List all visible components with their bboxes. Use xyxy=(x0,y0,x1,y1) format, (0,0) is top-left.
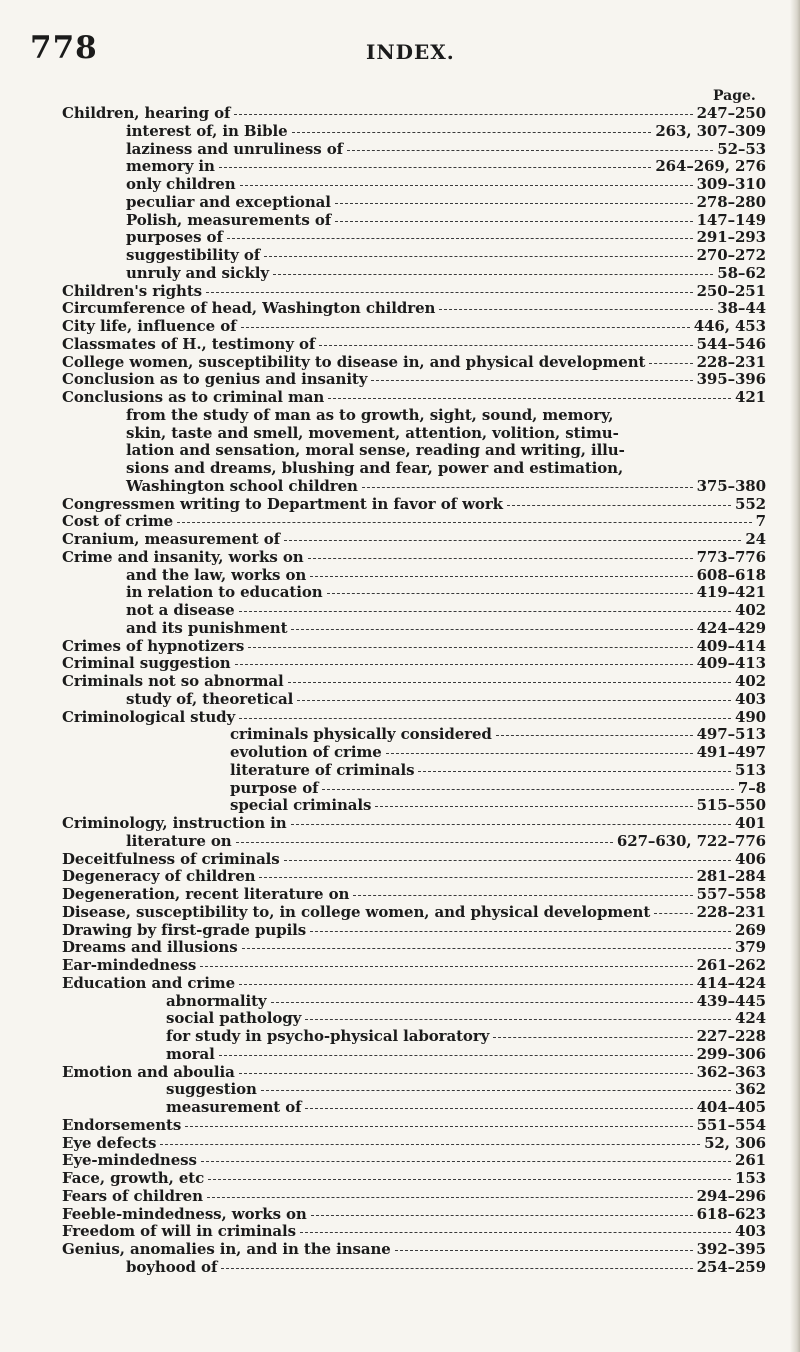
entry-pages: 513 xyxy=(734,760,766,779)
entry-text: study of, theoretical xyxy=(126,689,294,708)
entry-pages: 309–310 xyxy=(696,175,766,193)
entry-text: Congressmen writing to Department in favor of work xyxy=(62,494,503,513)
entry-pages: 491–497 xyxy=(696,743,766,761)
index-subentry xyxy=(62,1099,766,1117)
dot-leader xyxy=(439,309,713,310)
entry-pages: 24 xyxy=(745,530,766,548)
dot-leader xyxy=(335,221,692,222)
dot-leader xyxy=(395,1250,693,1251)
index-subentry xyxy=(62,567,766,585)
entry-text: Genius, anomalies in, and in the insane xyxy=(62,1240,391,1258)
dot-leader xyxy=(208,1179,731,1180)
entry-text: Polish, measurements of xyxy=(126,210,332,229)
entry-text: Crimes of hypnotizers xyxy=(62,636,245,655)
index-entry xyxy=(62,513,766,531)
dot-leader xyxy=(201,1161,731,1162)
dot-leader xyxy=(649,363,692,364)
index-subentry xyxy=(62,1010,766,1028)
entry-pages: 404–405 xyxy=(696,1098,766,1116)
dot-leader xyxy=(248,647,692,648)
entry-text: Drawing by first-grade pupils xyxy=(62,920,307,939)
entry-pages: 608–618 xyxy=(696,565,766,584)
index-subentry xyxy=(62,141,766,159)
dot-leader xyxy=(328,398,731,399)
dot-leader xyxy=(291,824,731,825)
index-entry xyxy=(62,1206,766,1224)
dot-leader xyxy=(240,185,693,186)
entry-text: and its punishment xyxy=(126,618,288,637)
dot-leader xyxy=(259,877,692,878)
entry-text: purposes of xyxy=(126,228,223,247)
entry-text: measurement of xyxy=(166,1098,302,1116)
dot-leader xyxy=(496,735,693,736)
index-subentry xyxy=(62,691,766,709)
entry-pages: 228–231 xyxy=(696,352,766,371)
index-entry xyxy=(62,851,766,869)
index-entry xyxy=(62,815,766,833)
dot-leader xyxy=(219,1055,693,1056)
entry-text: evolution of crime xyxy=(230,743,382,761)
page-number: 778 xyxy=(30,30,98,66)
entry-text: and the law, works on xyxy=(126,565,307,584)
dot-leader xyxy=(160,1144,700,1145)
entry-text: in relation to education xyxy=(126,583,323,602)
entry-pages: 401 xyxy=(734,814,766,832)
entry-text: City life, influence of xyxy=(62,317,237,335)
entry-pages: 424–429 xyxy=(696,618,766,637)
page-edge-shadow xyxy=(790,0,800,1352)
dot-leader xyxy=(308,558,693,559)
entry-text: interest of, in Bible xyxy=(126,121,288,140)
entry-text: Crime and insanity, works on xyxy=(62,547,304,566)
entry-pages: 264–269, 276 xyxy=(655,157,766,176)
dot-leader xyxy=(227,238,693,239)
dot-leader xyxy=(305,1019,731,1020)
entry-pages: 250–251 xyxy=(696,281,766,300)
index-entry xyxy=(62,1064,766,1082)
entry-text: Disease, susceptibility to, in college women, and physical development xyxy=(62,902,651,921)
index-entry-continuation: from the study of man as to growth, sight, sound, memory, xyxy=(126,405,614,424)
index-subentry xyxy=(62,1259,766,1277)
index-entry xyxy=(62,709,766,727)
entry-text: College women, susceptibility to disease in, and physical development xyxy=(62,352,646,371)
entry-pages: 557–558 xyxy=(696,885,766,903)
entry-text: memory in xyxy=(126,157,215,176)
index-entry-continuation: lation and sensation, moral sense, reading and writing, illu- xyxy=(126,441,625,460)
entry-pages: 269 xyxy=(734,920,766,939)
dot-leader xyxy=(273,274,713,275)
entry-pages: 627–630, 722–776 xyxy=(616,831,766,850)
entry-pages: 414–424 xyxy=(696,973,766,992)
entry-pages: 402 xyxy=(734,601,766,619)
index-entry xyxy=(62,371,766,389)
entry-pages: 294–296 xyxy=(696,1186,766,1205)
index-subentry xyxy=(62,620,766,638)
dot-leader xyxy=(386,753,693,754)
index-subentry xyxy=(62,797,766,815)
entry-pages: 497–513 xyxy=(696,725,766,744)
index-subentry xyxy=(62,1046,766,1064)
index-entry xyxy=(62,886,766,904)
entry-pages: 270–272 xyxy=(696,246,766,264)
page-column-label: Page. xyxy=(713,88,756,104)
dot-leader xyxy=(239,718,731,719)
dot-leader xyxy=(235,664,693,665)
entry-pages: 247–250 xyxy=(696,104,766,122)
entry-pages: 228–231 xyxy=(696,902,766,921)
index-subentry xyxy=(62,726,766,744)
dot-leader xyxy=(261,1090,731,1091)
entry-text: Endorsements xyxy=(62,1115,182,1134)
index-entry xyxy=(62,283,766,301)
index-entry xyxy=(62,939,766,957)
dot-leader xyxy=(375,806,692,807)
dot-leader xyxy=(221,1268,692,1269)
entry-text: Circumference of head, Washington children xyxy=(62,299,436,318)
index-subentry xyxy=(62,1028,766,1046)
entry-pages: 402 xyxy=(734,672,766,690)
dot-leader xyxy=(206,292,693,293)
entry-text: not a disease xyxy=(126,601,235,619)
entry-pages: 395–396 xyxy=(696,370,766,389)
dot-leader xyxy=(207,1197,693,1198)
dot-leader xyxy=(310,931,731,932)
index-subentry xyxy=(62,194,766,212)
dot-leader xyxy=(311,1215,693,1216)
entry-pages: 52–53 xyxy=(717,139,766,158)
entry-text: abnormality xyxy=(166,991,267,1010)
entry-pages: 490 xyxy=(734,707,766,726)
entry-text: moral xyxy=(166,1044,215,1063)
entry-pages: 58–62 xyxy=(717,263,766,282)
index-subentry xyxy=(62,993,766,1011)
dot-leader xyxy=(242,948,731,949)
entry-text: Washington school children xyxy=(126,476,358,495)
entry-pages: 362 xyxy=(734,1080,766,1099)
entry-text: Criminological study xyxy=(62,707,236,726)
dot-leader xyxy=(327,593,693,594)
entry-text: Degeneracy of children xyxy=(62,867,256,886)
dot-leader xyxy=(362,487,693,488)
index-subentry xyxy=(62,478,766,496)
dot-leader xyxy=(288,682,731,683)
entry-pages: 551–554 xyxy=(696,1115,766,1134)
index-subentry xyxy=(62,833,766,851)
entry-pages: 419–421 xyxy=(696,583,766,602)
index-entry xyxy=(62,922,766,940)
dot-leader xyxy=(347,150,713,151)
entry-text: Ear-mindedness xyxy=(62,956,197,974)
index-entry xyxy=(62,638,766,656)
entry-text: only children xyxy=(126,175,236,193)
entry-text: Cranium, measurement of xyxy=(62,530,280,548)
index-entry xyxy=(62,904,766,922)
dot-leader xyxy=(353,895,692,896)
entry-text: criminals physically considered xyxy=(230,725,492,744)
entry-text: Criminology, instruction in xyxy=(62,814,287,832)
index-entry xyxy=(62,389,766,407)
index-entry xyxy=(62,496,766,514)
entry-pages: 421 xyxy=(734,388,766,406)
dot-leader xyxy=(284,860,731,861)
entry-text: Classmates of H., testimony of xyxy=(62,334,316,353)
entry-pages: 261 xyxy=(734,1151,766,1170)
dot-leader xyxy=(418,771,731,772)
index-entry xyxy=(62,1223,766,1241)
entry-text: Freedom of will in criminals xyxy=(62,1222,296,1241)
entry-pages: 773–776 xyxy=(696,547,766,566)
entry-text: Criminal suggestion xyxy=(62,654,231,673)
entry-text: Education and crime xyxy=(62,973,236,992)
dot-leader xyxy=(271,1002,693,1003)
entry-pages: 362–363 xyxy=(696,1062,766,1081)
entry-pages: 227–228 xyxy=(696,1027,766,1045)
entry-text: special criminals xyxy=(230,796,372,815)
entry-text: Dreams and illusions xyxy=(62,938,238,957)
entry-pages: 392–395 xyxy=(696,1240,766,1258)
entry-pages: 278–280 xyxy=(696,192,766,211)
index-entry xyxy=(62,655,766,673)
index-entry-continuation: sions and dreams, blushing and fear, power and estimation, xyxy=(126,459,624,477)
entry-text: Eye-mindedness xyxy=(62,1151,197,1170)
index-entry xyxy=(62,1170,766,1188)
index-entry xyxy=(62,1241,766,1259)
dot-leader xyxy=(322,789,733,790)
entry-text: literature on xyxy=(126,831,232,850)
entry-pages: 147–149 xyxy=(696,210,766,229)
index-entry xyxy=(62,105,766,123)
dot-leader xyxy=(335,203,693,204)
dot-leader xyxy=(239,984,693,985)
dot-leader xyxy=(200,966,692,967)
entry-text: laziness and unruliness of xyxy=(126,139,343,158)
entry-text: purpose of xyxy=(230,778,319,797)
dot-leader xyxy=(310,576,692,577)
index-subentry xyxy=(62,176,766,194)
dot-leader xyxy=(305,1108,692,1109)
index-subentry xyxy=(62,247,766,265)
entry-pages: 261–262 xyxy=(696,956,766,974)
dot-leader xyxy=(241,327,690,328)
dot-leader xyxy=(264,256,692,257)
entry-pages: 281–284 xyxy=(696,867,766,886)
entry-text: boyhood of xyxy=(126,1257,218,1276)
dot-leader xyxy=(291,629,692,630)
entry-text: suggestibility of xyxy=(126,246,261,264)
index-entry xyxy=(62,1152,766,1170)
entry-text: for study in psycho-physical laboratory xyxy=(166,1027,490,1045)
index-list xyxy=(62,105,766,1277)
index-entry xyxy=(62,549,766,567)
dot-leader xyxy=(234,114,692,115)
entry-text: Degeneration, recent literature on xyxy=(62,885,350,903)
index-entry xyxy=(62,673,766,691)
entry-pages: 424 xyxy=(734,1009,766,1028)
entry-pages: 409–413 xyxy=(696,654,766,673)
entry-pages: 7–8 xyxy=(737,778,766,797)
entry-text: Face, growth, etc xyxy=(62,1169,205,1187)
entry-pages: 544–546 xyxy=(696,334,766,353)
index-entry xyxy=(62,975,766,993)
entry-pages: 52, 306 xyxy=(704,1133,766,1152)
entry-text: Eye defects xyxy=(62,1133,157,1152)
dot-leader xyxy=(493,1037,692,1038)
dot-leader xyxy=(297,700,731,701)
index-subentry xyxy=(62,1081,766,1099)
index-entry-continuation: skin, taste and smell, movement, attention, volition, stimu- xyxy=(126,423,619,442)
entry-text: Conclusions as to criminal man xyxy=(62,388,325,406)
entry-text: suggestion xyxy=(166,1080,257,1099)
entry-pages: 379 xyxy=(734,938,766,957)
entry-pages: 409–414 xyxy=(696,636,766,655)
index-subentry xyxy=(62,265,766,283)
entry-pages: 446, 453 xyxy=(693,317,766,335)
index-entry xyxy=(62,1117,766,1135)
index-entry xyxy=(62,531,766,549)
entry-pages: 552 xyxy=(734,494,766,513)
index-subentry xyxy=(62,229,766,247)
entry-pages: 403 xyxy=(734,689,766,708)
entry-text: Criminals not so abnormal xyxy=(62,672,284,690)
dot-leader xyxy=(319,345,692,346)
entry-text: unruly and sickly xyxy=(126,263,269,282)
entry-text: literature of criminals xyxy=(230,760,415,779)
dot-leader xyxy=(300,1232,731,1233)
entry-pages: 403 xyxy=(734,1222,766,1241)
entry-pages: 406 xyxy=(734,849,766,868)
running-head: INDEX. xyxy=(366,40,455,64)
entry-pages: 439–445 xyxy=(696,991,766,1010)
dot-leader xyxy=(507,505,731,506)
index-entry xyxy=(62,336,766,354)
entry-text: Deceitfulness of criminals xyxy=(62,849,280,868)
entry-pages: 153 xyxy=(734,1169,766,1187)
dot-leader xyxy=(219,167,651,168)
entry-pages: 263, 307–309 xyxy=(655,121,766,140)
index-subentry xyxy=(62,602,766,620)
dot-leader xyxy=(239,1073,693,1074)
index-subentry xyxy=(62,212,766,230)
entry-text: Feeble-mindedness, works on xyxy=(62,1204,307,1223)
entry-pages: 254–259 xyxy=(696,1257,766,1276)
entry-pages: 515–550 xyxy=(696,796,766,815)
entry-text: Conclusion as to genius and insanity xyxy=(62,370,368,389)
dot-leader xyxy=(292,132,652,133)
dot-leader xyxy=(239,611,731,612)
entry-pages: 7 xyxy=(755,512,766,531)
dot-leader xyxy=(236,842,613,843)
index-entry xyxy=(62,354,766,372)
index-subentry xyxy=(62,762,766,780)
entry-text: social pathology xyxy=(166,1009,302,1028)
entry-text: Cost of crime xyxy=(62,512,174,531)
index-subentry xyxy=(62,780,766,798)
index-entry xyxy=(62,1135,766,1153)
dot-leader xyxy=(177,522,752,523)
index-subentry xyxy=(62,158,766,176)
index-entry xyxy=(62,318,766,336)
index-subentry xyxy=(62,123,766,141)
entry-pages: 375–380 xyxy=(696,476,766,495)
entry-text: peculiar and exceptional xyxy=(126,192,331,211)
index-entry xyxy=(62,868,766,886)
dot-leader xyxy=(284,540,741,541)
index-entry xyxy=(62,1188,766,1206)
dot-leader xyxy=(654,913,692,914)
dot-leader xyxy=(371,380,692,381)
index-entry xyxy=(62,300,766,318)
index-entry xyxy=(62,957,766,975)
dot-leader xyxy=(185,1126,692,1127)
index-subentry xyxy=(62,584,766,602)
entry-text: Emotion and aboulia xyxy=(62,1062,235,1081)
index-subentry xyxy=(62,744,766,762)
entry-pages: 291–293 xyxy=(696,228,766,247)
entry-pages: 618–623 xyxy=(696,1204,766,1223)
entry-pages: 38–44 xyxy=(717,299,766,318)
entry-text: Fears of children xyxy=(62,1186,203,1205)
entry-pages: 299–306 xyxy=(696,1044,766,1063)
entry-text: Children, hearing of xyxy=(62,104,231,122)
entry-text: Children's rights xyxy=(62,281,203,300)
